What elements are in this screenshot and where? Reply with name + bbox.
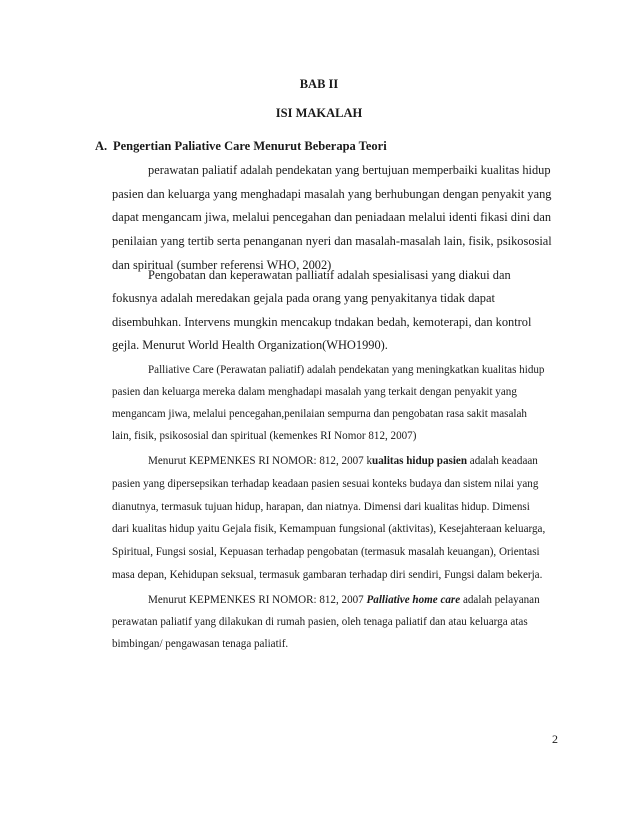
emphasis-text: Palliative home care — [366, 594, 461, 606]
paragraph-line: pasien yang dipersepsikan terhadap keadaan pasien sesuai konteks budaya dan sistem nilai yang — [112, 477, 539, 490]
paragraph-line: gejla. Menurut World Health Organization(WHO1990). — [112, 338, 388, 353]
paragraph-line: dapat mengancam jiwa, melalui pencegahan dan peniadaan melalui identi fikasi dini dan — [112, 210, 552, 225]
paragraph-line: Palliative Care (Perawatan paliatif) adalah pendekatan yang meningkatkan kualitas hidup — [148, 364, 545, 376]
paragraph-line: mengancam jiwa, melalui pencegahan,penilaian sempurna dan pengobatan rasa sakit masalah — [112, 408, 527, 420]
paragraph-text: Menurut KEPMENKES RI NOMOR: 812, 2007 — [148, 594, 367, 606]
paragraph-line: pasien dan keluarga yang menghadapi masalah yang berhubungan dengan penyakit yang — [112, 186, 552, 201]
section-letter: A. — [95, 139, 108, 153]
paragraph-2 — [112, 264, 563, 358]
paragraph-line: lain, fisik, psikososial dan spiritual (kemenkes RI Nomor 812, 2007) — [112, 430, 417, 442]
chapter-heading: BAB II — [299, 77, 339, 91]
paragraph-4 — [112, 450, 563, 587]
paragraph-1 — [112, 159, 563, 278]
paragraph-line: penilaian yang tertib serta penanganan nyeri dan masalah-masalah lain, fisik, psikososial — [112, 234, 552, 249]
emphasis-text: ualitas hidup pasien — [372, 455, 468, 467]
paragraph-line: Pengobatan dan keperawatan palliatif adalah spesialisasi yang diakui dan — [148, 268, 511, 282]
paragraph-3 — [112, 359, 563, 447]
section-heading — [95, 139, 387, 154]
paragraph-line — [112, 589, 563, 611]
paragraph-line: fokusnya adalah meredakan gejala pada orang yang penyakitanya tidak dapat — [112, 291, 495, 306]
paragraph-line: masa depan, Kehidupan seksual, termasuk gambaran terhadap diri sendiri, Fungsi dalam bekerja. — [112, 568, 543, 581]
page-title: ISI MAKALAH — [275, 106, 363, 120]
paragraph-5 — [112, 589, 563, 655]
paragraph-line: Spiritual, Fungsi sosial, Kepuasan terhadap pengobatan (termasuk masalah keuangan), Orientasi — [112, 546, 540, 559]
paragraph-line: dari kualitas hidup yaitu Gejala fisik, Kemampuan fungsional (aktivitas), Kesejahteraan keluarga, — [112, 523, 546, 536]
paragraph-line: bimbingan/ pengawasan tenaga paliatif. — [112, 638, 289, 650]
page-number: 2 — [552, 732, 558, 746]
section-title: Pengertian Paliative Care Menurut Beberapa Teori — [113, 139, 387, 153]
paragraph-line: dianutnya, termasuk tujuan hidup, harapan, dan niatnya. Dimensi dari kualitas hidup. Dimensi — [112, 500, 530, 513]
paragraph-text: adalah keadaan — [467, 455, 538, 467]
paragraph-text: Menurut KEPMENKES RI NOMOR: 812, 2007 k — [148, 455, 373, 467]
paragraph-line: perawatan paliatif yang dilakukan di rumah pasien, oleh tenaga paliatif dan atau keluarga atas — [112, 616, 528, 628]
paragraph-line — [112, 450, 563, 473]
paragraph-line: perawatan paliatif adalah pendekatan yang bertujuan memperbaiki kualitas hidup — [148, 163, 551, 177]
paragraph-line: dan spiritual (sumber referensi WHO, 2002) — [112, 257, 332, 272]
paragraph-line: disembuhkan. Intervens mungkin mencakup tndakan bedah, kemoterapi, dan kontrol — [112, 314, 532, 329]
paragraph-line: pasien dan keluarga mereka dalam menghadapi masalah yang terkait dengan penyakit yang — [112, 386, 517, 398]
paragraph-text: adalah pelayanan — [460, 594, 540, 606]
